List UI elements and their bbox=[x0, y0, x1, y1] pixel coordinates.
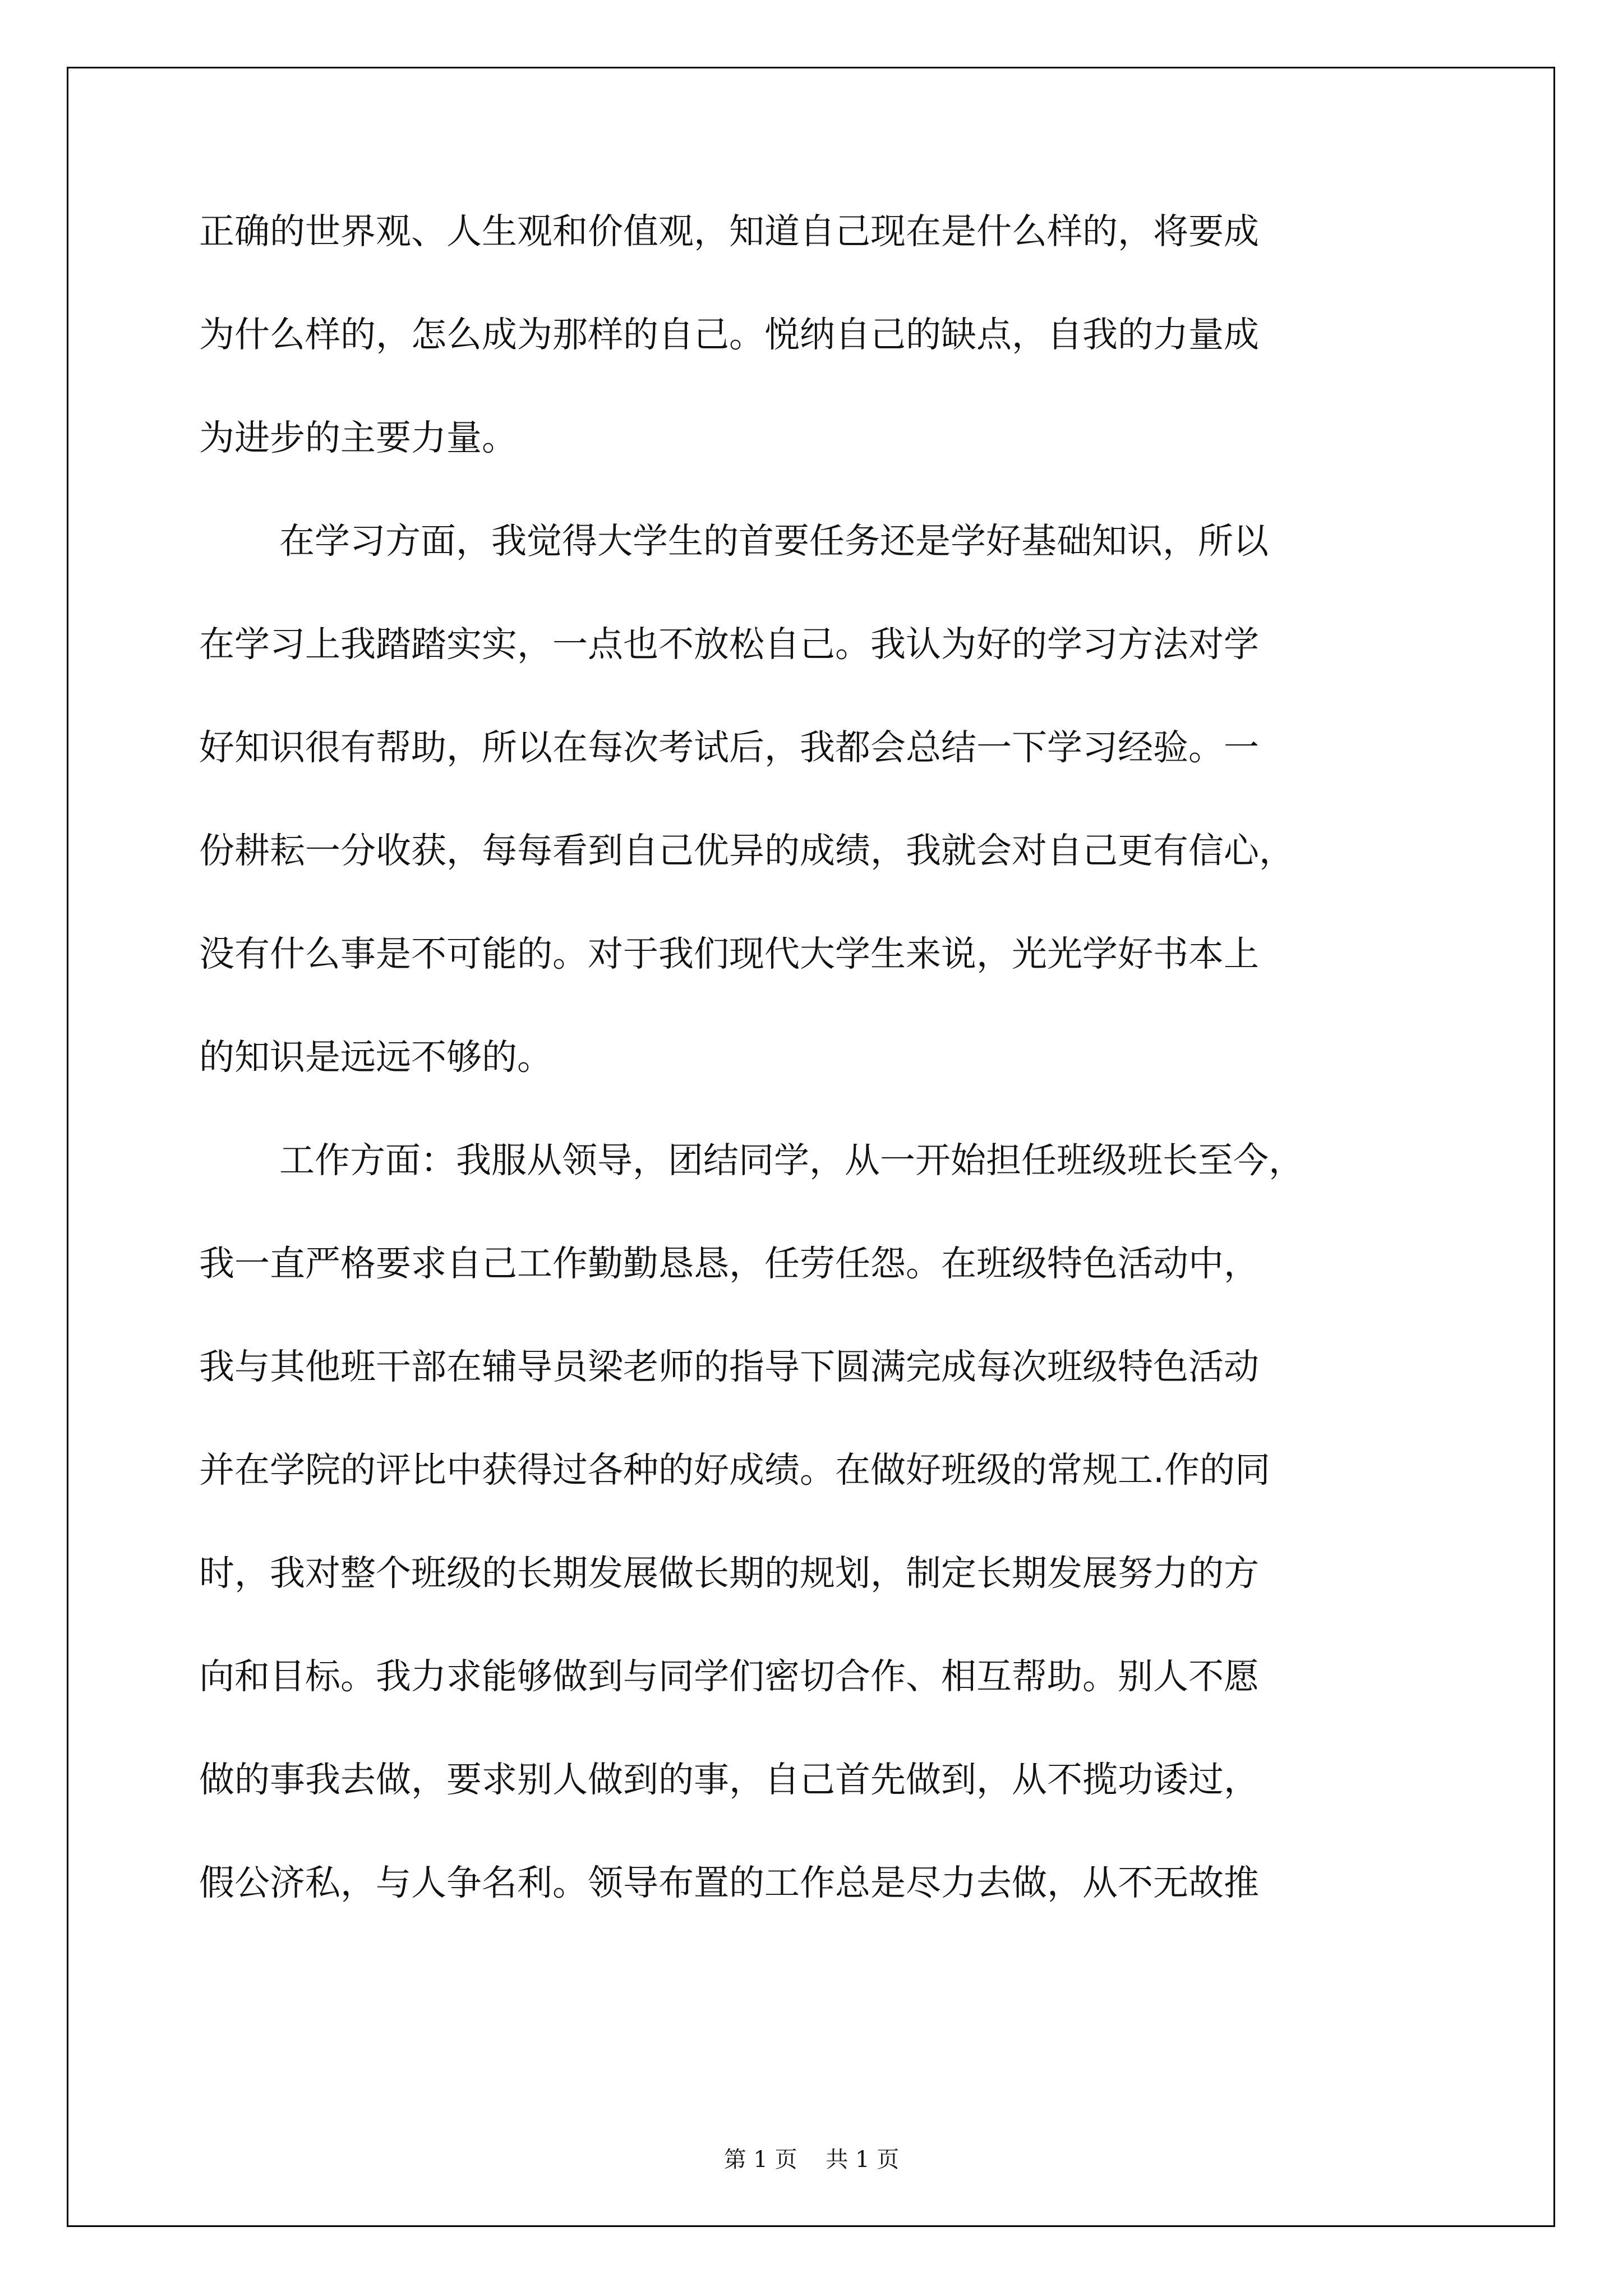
text-line bbox=[199, 1858, 1433, 1908]
text-line-content: 的知识是远远不够的。 bbox=[199, 1037, 552, 1078]
text-line bbox=[199, 1651, 1433, 1702]
text-line-content: 并在学院的评比中获得过各种的好成绩。在做好班级的常规工.作的同 bbox=[199, 1450, 1271, 1490]
paragraph-first-line bbox=[199, 516, 1433, 567]
text-line-content: 在学习上我踏踏实实，一点也不放松自己。我认为好的学习方法对学 bbox=[199, 624, 1259, 665]
text-line-content: 做的事我去做，要求别人做到的事，自己首先做到，从不揽功诿过， bbox=[199, 1759, 1259, 1800]
paragraph-first-line bbox=[199, 1135, 1433, 1186]
text-line bbox=[199, 826, 1433, 876]
text-line-content: 向和目标。我力求能够做到与同学们密切合作、相互帮助。别人不愿 bbox=[199, 1656, 1259, 1697]
text-line-content: 为什么样的，怎么成为那样的自己。悦纳自己的缺点，自我的力量成 bbox=[199, 314, 1259, 355]
text-line-content: 工作方面：我服从领导，团结同学，从一开始担任班级班长至今， bbox=[279, 1140, 1304, 1181]
text-line bbox=[199, 1548, 1433, 1599]
text-line-content: 我与其他班干部在辅导员梁老师的指导下圆满完成每次班级特色活动 bbox=[199, 1346, 1259, 1387]
text-line-content: 在学习方面，我觉得大学生的首要任务还是学好基础知识，所以 bbox=[279, 521, 1269, 562]
text-line bbox=[199, 619, 1433, 670]
text-line-content: 为进步的主要力量。 bbox=[199, 417, 517, 458]
document-body bbox=[199, 206, 1433, 1961]
text-line-content: 我一直严格要求自己工作勤勤恳恳，任劳任怨。在班级特色活动中， bbox=[199, 1243, 1259, 1284]
text-line bbox=[199, 1755, 1433, 1805]
text-line bbox=[199, 413, 1433, 463]
text-line bbox=[199, 310, 1433, 360]
text-line bbox=[199, 929, 1433, 979]
text-line bbox=[199, 723, 1433, 773]
text-line-content: 时，我对整个班级的长期发展做长期的规划，制定长期发展努力的方 bbox=[199, 1553, 1259, 1594]
text-line-content: 没有什么事是不可能的。对于我们现代大学生来说，光光学好书本上 bbox=[199, 933, 1259, 974]
text-line bbox=[199, 1239, 1433, 1289]
text-line bbox=[199, 1342, 1433, 1392]
page-number-footer: 第 1 页 共 1 页 bbox=[723, 2147, 900, 2173]
text-line-content: 正确的世界观、人生观和价值观，知道自己现在是什么样的，将要成 bbox=[199, 211, 1259, 252]
text-line bbox=[199, 206, 1433, 257]
text-line bbox=[199, 1032, 1433, 1083]
text-line bbox=[199, 1445, 1433, 1496]
text-line-content: 份耕耘一分收获，每每看到自己优异的成绩，我就会对自己更有信心， bbox=[199, 830, 1294, 871]
text-line-content: 好知识很有帮助，所以在每次考试后，我都会总结一下学习经验。一 bbox=[199, 727, 1259, 768]
text-line-content: 假公济私，与人争名利。领导布置的工作总是尽力去做，从不无故推 bbox=[199, 1862, 1259, 1903]
